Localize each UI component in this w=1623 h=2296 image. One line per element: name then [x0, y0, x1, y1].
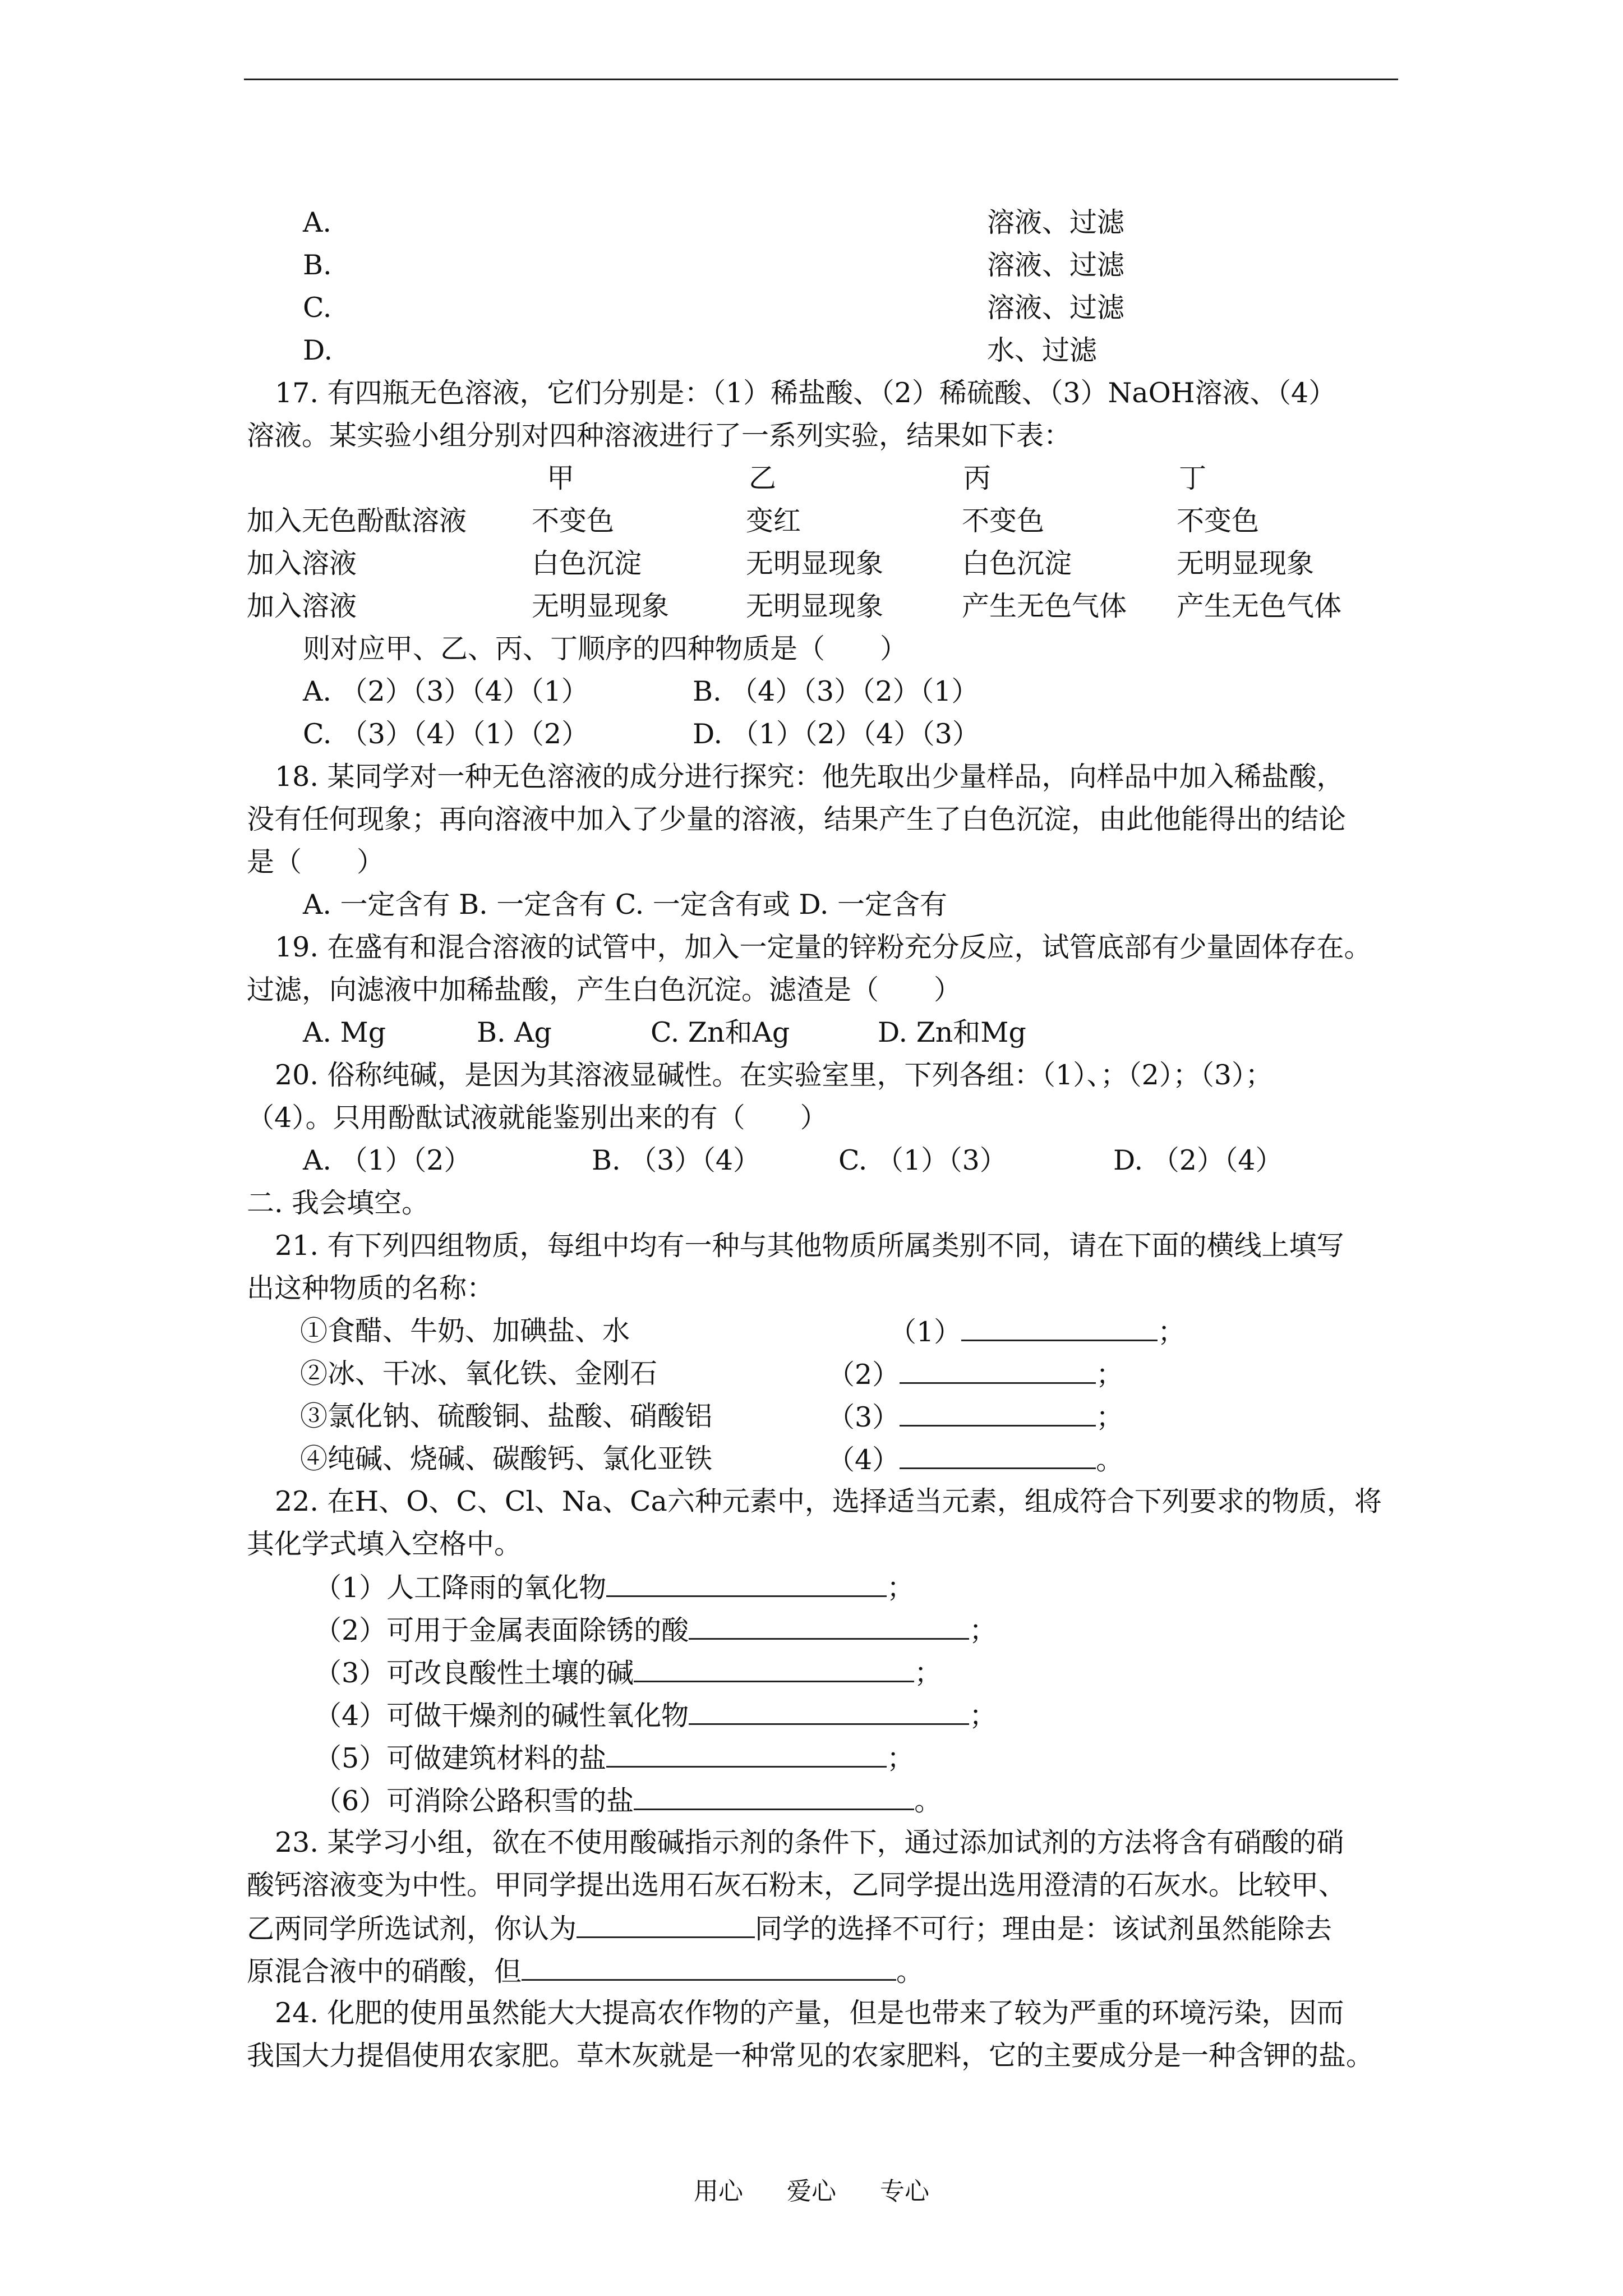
q17-stem: 则对应甲、乙、丙、丁顺序的四种物质是（ ） [303, 633, 908, 665]
q21-answer-blank[interactable] [961, 1317, 1158, 1341]
q22-item-text: （2）可用于金属表面除锈的酸 [314, 1614, 689, 1646]
q19-line-2: 过滤，向滤液中加稀盐酸，产生白色沉淀。滤渣是（ ） [247, 974, 962, 1006]
q23-answer-blank-student[interactable] [577, 1914, 755, 1938]
q22-answer-blank[interactable] [606, 1573, 887, 1597]
section-heading: 二. 我会填空。 [247, 1187, 430, 1219]
q20-option-b: B. （3）（4） [592, 1144, 761, 1176]
q17-table-header-bing: 丙 [963, 462, 992, 494]
q22-item-text: （6）可消除公路积雪的盐 [314, 1785, 634, 1817]
q16-option-a-label: A. [303, 206, 331, 238]
q17-table-cell: 变红 [746, 505, 801, 537]
q22-item [314, 1743, 914, 1772]
q22-item [314, 1658, 942, 1687]
q18-line-1: 18. 某同学对一种无色溶液的成分进行探究：他先取出少量样品，向样品中加入稀盐酸， [275, 761, 1344, 793]
q17-table-header-ding: 丁 [1179, 462, 1207, 494]
q20-option-d: D. （2）（4） [1113, 1144, 1283, 1176]
q21-answer-blank[interactable] [900, 1360, 1096, 1384]
q21-answer-blank[interactable] [900, 1402, 1096, 1427]
q17-line-2: 溶液。某实验小组分别对四种溶液进行了一系列实验，结果如下表： [247, 420, 1072, 452]
q16-option-a-tail: 溶液、过滤 [987, 206, 1125, 238]
q23-line-3 [247, 1914, 1332, 1943]
q21-line-2: 出这种物质的名称： [247, 1272, 495, 1304]
q16-option-c-tail: 溶液、过滤 [987, 292, 1125, 324]
q21-item-end: ； [1096, 1401, 1124, 1433]
q21-item-text: ①食醋、牛奶、加碘盐、水 [300, 1315, 630, 1347]
q20-option-c: C. （1）（3） [838, 1144, 1007, 1176]
q20-line-2: （4）。只用酚酞试液就能鉴别出来的有（ ） [247, 1102, 828, 1134]
q17-option-d: D. （1）（2）（4）（3） [693, 718, 980, 750]
q22-item-text: （1）人工降雨的氧化物 [314, 1572, 607, 1604]
q21-item-text: ②冰、干冰、氧化铁、金刚石 [300, 1358, 658, 1389]
q21-answer-line [889, 1317, 1185, 1346]
q17-table-cell: 不变色 [1177, 505, 1260, 537]
q22-item-end: 。 [914, 1785, 942, 1817]
q23-line-1: 23. 某学习小组，欲在不使用酸碱指示剂的条件下，通过添加试剂的方法将含有硝酸的硝 [275, 1826, 1344, 1858]
q19-option-c: C. Zn和Ag [651, 1016, 790, 1048]
q21-item-number: （2） [827, 1359, 900, 1391]
q21-answer-line [827, 1445, 1123, 1474]
q21-item-end: ； [1158, 1316, 1186, 1348]
q22-item [314, 1700, 997, 1732]
header-rule [244, 79, 1398, 80]
q17-line-1: 17. 有四瓶无色溶液，它们分别是：（1）稀盐酸、（2）稀硫酸、（3）NaOH溶液、（4） [275, 377, 1336, 409]
q21-item-number: （1） [889, 1316, 962, 1348]
q22-item-end: ； [887, 1742, 915, 1774]
q23-line-2: 酸钙溶液变为中性。甲同学提出选用石灰石粉末，乙同学提出选用澄清的石灰水。比较甲、 [247, 1869, 1347, 1901]
q16-option-b-label: B. [303, 249, 332, 281]
q22-line-2: 其化学式填入空格中。 [247, 1528, 522, 1560]
q23-line-3-start: 乙两同学所选试剂，你认为 [247, 1913, 577, 1945]
footer-word: 专心 [880, 2177, 929, 2206]
q17-table-header-yi: 乙 [749, 462, 777, 494]
q23-line-4-start: 原混合液中的硝酸，但 [247, 1955, 522, 1987]
q22-item-end: ； [887, 1572, 915, 1604]
footer-word: 用心 [694, 2177, 743, 2206]
q17-table-cell: 白色沉淀 [532, 547, 642, 579]
q21-item-number: （3） [827, 1401, 900, 1433]
q22-item-text: （4）可做干燥剂的碱性氧化物 [314, 1700, 689, 1732]
q21-item-number: （4） [827, 1444, 900, 1476]
q18-line-2: 没有任何现象；再向溶液中加入了少量的溶液，结果产生了白色沉淀，由此他能得出的结论 [247, 803, 1347, 835]
q22-answer-blank[interactable] [634, 1658, 914, 1682]
q17-table-cell: 不变色 [962, 505, 1045, 537]
footer-word: 爱心 [787, 2177, 836, 2206]
q17-table-row-label: 加入溶液 [247, 590, 357, 622]
q23-line-3-end: 同学的选择不可行；理由是：该试剂虽然能除去 [755, 1913, 1332, 1945]
q22-item [314, 1573, 914, 1602]
q17-table-cell: 产生无色气体 [962, 590, 1127, 622]
q22-item-end: ； [969, 1700, 997, 1732]
q24-line-2: 我国大力提倡使用农家肥。草木灰就是一种常见的农家肥料，它的主要成分是一种含钾的盐。 [247, 2040, 1374, 2072]
q18-line-3: 是（ ） [247, 846, 385, 878]
q19-option-d: D. Zn和Mg [878, 1016, 1026, 1048]
q16-option-c-label: C. [303, 292, 332, 324]
q21-answer-line [827, 1359, 1124, 1391]
q17-option-b: B. （4）（3）（2）（1） [693, 675, 979, 707]
q18-options: A. 一定含有 B. 一定含有 C. 一定含有或 D. 一定含有 [303, 889, 948, 921]
q22-item-text: （3）可改良酸性土壤的碱 [314, 1657, 634, 1689]
q19-line-1: 19. 在盛有和混合溶液的试管中，加入一定量的锌粉充分反应，试管底部有少量固体存在。 [275, 931, 1372, 963]
q23-answer-blank-reason[interactable] [522, 1957, 896, 1981]
q21-item-text: ③氯化钠、硫酸铜、盐酸、硝酸铝 [300, 1400, 713, 1432]
q17-option-c: C. （3）（4）（1）（2） [303, 718, 589, 750]
q17-option-a: A. （2）（3）（4）（1） [303, 675, 589, 707]
q19-option-a: A. Mg [303, 1016, 386, 1048]
q23-line-4 [247, 1957, 924, 1985]
q22-item-end: ； [969, 1614, 997, 1646]
q16-option-b-tail: 溶液、过滤 [987, 249, 1125, 281]
q20-option-a: A. （1）（2） [303, 1144, 472, 1176]
q22-item-text: （5）可做建筑材料的盐 [314, 1742, 607, 1774]
q17-table-row-label: 加入溶液 [247, 547, 357, 579]
q17-table-cell: 产生无色气体 [1177, 590, 1342, 622]
q19-option-b: B. Ag [477, 1016, 552, 1048]
q17-table-cell: 无明显现象 [746, 547, 884, 579]
q17-table-row-label: 加入无色酚酞溶液 [247, 505, 467, 537]
q17-table-cell: 不变色 [532, 505, 615, 537]
q21-item-text: ④纯碱、烧碱、碳酸钙、氯化亚铁 [300, 1443, 713, 1475]
q22-item-end: ； [914, 1657, 942, 1689]
q20-line-1: 20. 俗称纯碱，是因为其溶液显碱性。在实验室里，下列各组：（1）、；（2）；（3）； [275, 1059, 1273, 1091]
q22-answer-blank[interactable] [689, 1701, 969, 1725]
q22-answer-blank[interactable] [689, 1616, 969, 1640]
q21-line-1: 21. 有下列四组物质，每组中均有一种与其他物质所属类别不同，请在下面的横线上填写 [275, 1230, 1344, 1262]
q22-line-1: 22. 在H、O、C、Cl、Na、Ca六种元素中，选择适当元素，组成符合下列要求的物质，将 [275, 1485, 1382, 1517]
q22-answer-blank[interactable] [634, 1786, 914, 1810]
q17-table-cell: 无明显现象 [746, 590, 884, 622]
q23-line-4-end: 。 [896, 1955, 924, 1987]
q21-item-end: ； [1096, 1359, 1124, 1391]
page-footer [0, 2171, 1623, 2207]
q21-answer-blank[interactable] [900, 1445, 1096, 1469]
q22-item [314, 1786, 942, 1815]
q17-table-header-jia: 甲 [547, 462, 575, 494]
q22-answer-blank[interactable] [606, 1743, 887, 1768]
q24-line-1: 24. 化肥的使用虽然能大大提高农作物的产量，但是也带来了较为严重的环境污染，因而 [275, 1997, 1344, 2029]
q17-table-cell: 无明显现象 [1177, 547, 1315, 579]
q16-option-d-tail: 水、过滤 [987, 334, 1098, 366]
q16-option-d-label: D. [303, 334, 333, 366]
q21-answer-line [827, 1402, 1123, 1431]
q21-item-end: 。 [1096, 1444, 1124, 1476]
q17-table-cell: 无明显现象 [532, 590, 670, 622]
q22-item [314, 1616, 997, 1644]
q17-table-cell: 白色沉淀 [962, 547, 1072, 579]
